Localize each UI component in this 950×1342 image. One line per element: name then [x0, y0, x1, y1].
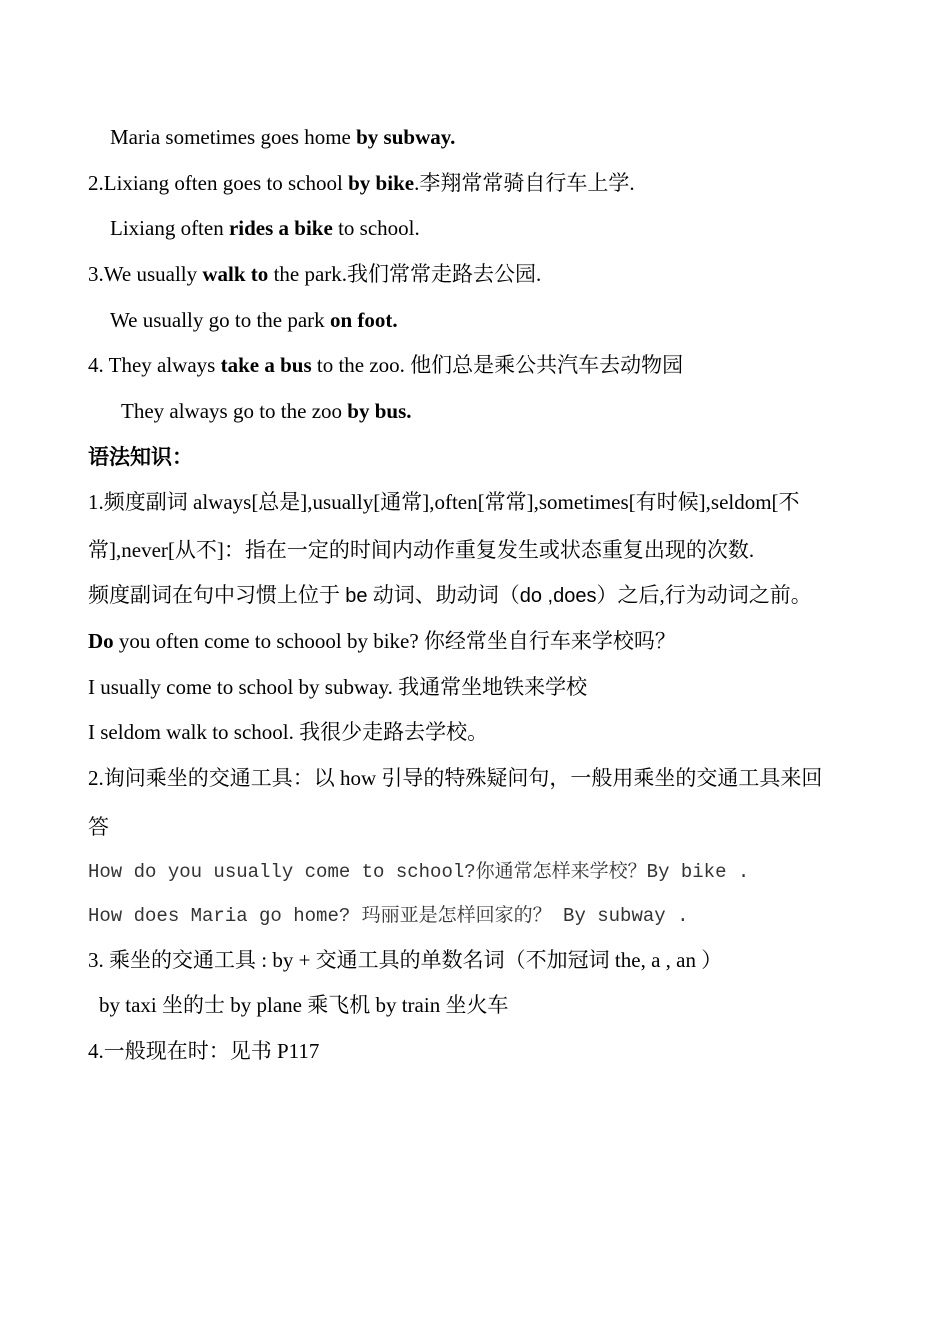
sentence-on-foot: We usually go to the park on foot.: [110, 308, 398, 332]
sentence-take-bus: 4. They always take a bus to the zoo. 他们总是乘公共汽车去动物园: [88, 353, 684, 377]
example-do-you-often: Do you often come to schoool by bike? 你经常坐自行车来学校吗？: [88, 629, 676, 653]
example-how-come-school: How do you usually come to school?你通常怎样来学校？By bike .: [88, 861, 750, 883]
example-seldom-walk: I seldom walk to school. 我很少走路去学校。: [88, 720, 489, 744]
grammar-point-3-line-2: by taxi 坐的士 by plane 乘飞机 by train 坐火车: [99, 993, 509, 1017]
sentence-lixiang-bike: 2.Lixiang often goes to school by bike.李翔常常骑自行车上学.: [88, 171, 635, 195]
grammar-point-4: 4.一般现在时：见书 P117: [88, 1039, 320, 1063]
grammar-point-2-line-2: 答: [88, 815, 109, 839]
sentence-maria-subway: Maria sometimes goes home by subway.: [110, 125, 456, 149]
sentence-by-bus: They always go to the zoo by bus.: [121, 399, 412, 423]
example-how-maria-home: How does Maria go home? 玛丽亚是怎样回家的？ By subway .: [88, 905, 689, 927]
grammar-point-1-line-2: 常],never[从不]：指在一定的时间内动作重复发生或状态重复出现的次数.: [88, 538, 755, 562]
grammar-point-2-line-1: 2.询问乘坐的交通工具：以 how 引导的特殊疑问句，一般用乘坐的交通工具来回: [88, 766, 823, 790]
grammar-point-1-line-3: 频度副词在句中习惯上位于 be 动词、助动词（do ,does）之后,行为动词之前。: [88, 583, 812, 607]
grammar-point-1-line-1: 1.频度副词 always[总是],usually[通常],often[常常],sometimes[有时候],seldom[不: [88, 490, 800, 514]
grammar-point-3-line-1: 3. 乘坐的交通工具 : by + 交通工具的单数名词（不加冠词 the, a , an ）: [88, 948, 723, 972]
grammar-heading: 语法知识：: [88, 445, 193, 469]
sentence-walk-park: 3.We usually walk to the park.我们常常走路去公园.: [88, 262, 542, 286]
example-usually-subway: I usually come to school by subway. 我通常坐地铁来学校: [88, 675, 588, 699]
sentence-lixiang-rides: Lixiang often rides a bike to school.: [110, 216, 420, 240]
